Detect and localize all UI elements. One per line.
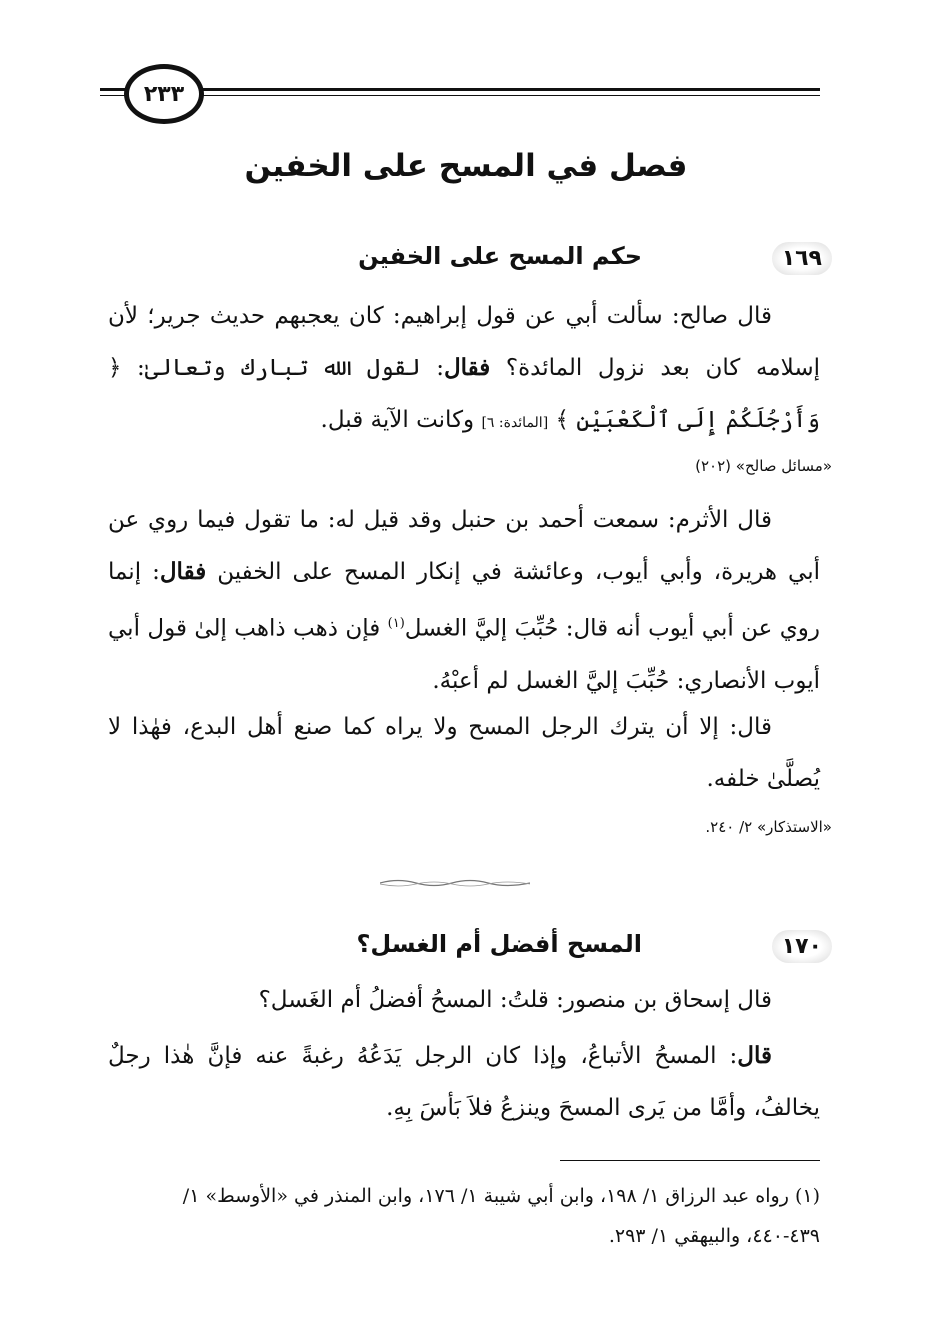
footnote-number: (١)	[794, 1185, 820, 1207]
page-number: ٢٣٣	[124, 64, 204, 124]
paragraph-text-end: وكانت الآية قبل.	[320, 407, 482, 433]
paragraph-text: قال صالح: سألت أبي عن قول إبراهيم: كان يعجبهم حديث جرير؛ لأن إسلامه كان بعد نزول المائدة؟	[108, 303, 820, 381]
paragraph-ishaq: قال إسحاق بن منصور: قلتُ: المسحُ أفضلُ أم الغَسل؟	[258, 987, 772, 1013]
paragraph-saleh	[108, 290, 820, 449]
verse-reference: [المائدة: ٦]	[481, 415, 549, 431]
bold-said: فقال	[443, 354, 491, 381]
paragraph-bida: قال: إلا أن يترك الرجل المسح ولا يراه كما صنع أهل البدع، فهٰذا لا يُصلَّىٰ خلفه.	[108, 714, 820, 792]
footnote-marker: (١)	[387, 616, 405, 631]
section-title: حكم المسح على الخفين	[358, 242, 642, 270]
ornament-divider	[380, 878, 530, 888]
section-number: ١٧٠	[772, 930, 832, 963]
bold-said: قال	[737, 1042, 772, 1069]
source-citation: «الاستذكار» ٢/ ٢٤٠.	[705, 818, 832, 836]
verse-text: : لقول الله تبارك وتعالىٰ: ﴿ وَأَرْجُلَكُمْ إِلَى ٱلْكَعْبَيْنِ ﴾	[108, 355, 820, 433]
chapter-title: فصل في المسح على الخفين	[244, 148, 688, 184]
section-170-heading	[102, 930, 832, 980]
paragraph-text-mid: : إنما روي عن أبي أيوب أنه قال: حُبِّبَ إليَّ الغسل	[108, 559, 820, 642]
paragraph-text-end: فإن ذهب ذاهب إلىٰ قول أبي أيوب الأنصاري: حُبِّبَ إليَّ الغسل لم أعبْهُ.	[108, 615, 820, 694]
header-rule-right	[198, 88, 820, 91]
paragraph-answer	[108, 1030, 820, 1134]
paragraph-athram	[108, 494, 820, 707]
section-number: ١٦٩	[772, 242, 832, 275]
bold-said: فقال	[159, 558, 207, 585]
paragraph-text: : المسحُ الأتباعُ، وإذا كان الرجل يَدَعُهُ رغبةً عنه فإنَّ هٰذا رجلٌ يخالفُ، وأمَّا من يَرى المسحَ وينزعُ فلاَ بَأسَ بِهِ.	[108, 1043, 820, 1121]
header-rule-right-thin	[198, 95, 820, 96]
footnote-text: رواه عبد الرزاق ١/ ١٩٨، وابن أبي شيبة ١/ ١٧٦، وابن المنذر في «الأوسط» ١/ ٤٣٩-٤٤٠، والبيهقي ١/ ٢٩٣.	[182, 1185, 820, 1247]
section-169-heading	[102, 242, 832, 292]
source-citation: «مسائل صالح» (٢٠٢)	[695, 457, 832, 475]
paragraph-text: قال الأثرم: سمعت أحمد بن حنبل وقد قيل له: ما تقول فيما روي عن أبي هريرة، وأبي أيوب، وعائشة في إنكار المسح على الخفين	[108, 507, 820, 585]
section-title: المسح أفضل أم الغسل؟	[356, 930, 642, 958]
footnote	[108, 1176, 820, 1256]
footnote-rule	[560, 1160, 820, 1161]
